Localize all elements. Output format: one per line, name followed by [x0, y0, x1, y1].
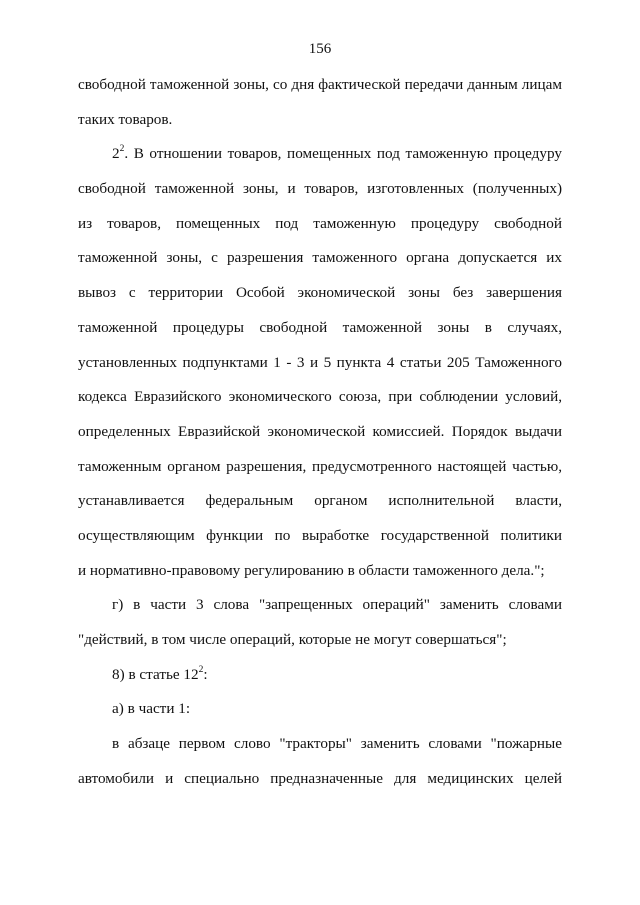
text-line	[78, 666, 562, 701]
text-line-content: вывоз с территории Особой экономической зоны без завершения	[78, 284, 562, 302]
page-number: 156	[308, 41, 332, 57]
text-line-content: таможенным органом разрешения, предусмотренного настоящей частью,	[78, 457, 562, 475]
text-line-content: определенных Евразийской экономической комиссией. Порядок выдачи	[78, 422, 562, 440]
text-line	[78, 145, 562, 180]
text-line	[78, 111, 562, 146]
text-line	[78, 562, 562, 597]
text-line	[78, 423, 562, 458]
text-line-prefix: 8) в статье 12	[112, 665, 199, 683]
text-line	[78, 76, 562, 111]
text-line-content: таких товаров.	[78, 110, 173, 128]
text-line	[78, 180, 562, 215]
text-line-content: :	[203, 665, 208, 683]
text-line	[78, 354, 562, 389]
text-line-content: установленных подпунктами 1 - 3 и 5 пункта 4 статьи 205 Таможенного	[78, 353, 562, 371]
text-line-content: "действий, в том числе операций, которые не могут совершаться";	[78, 631, 507, 648]
text-line	[78, 631, 562, 666]
text-line-content: свободной таможенной зоны, со дня фактической передачи данным лицам	[78, 76, 562, 93]
text-line	[78, 770, 562, 805]
text-line	[78, 458, 562, 493]
text-line	[78, 700, 562, 735]
text-line-content: таможенной зоны, с разрешения таможенного органа допускается их	[78, 249, 562, 267]
text-line-content: . В отношении товаров, помещенных под таможенную процедуру	[124, 145, 562, 163]
text-line-content: г) в части 3 слова "запрещенных операций" заменить словами	[112, 596, 562, 614]
text-line	[78, 735, 562, 770]
text-line-content: из товаров, помещенных под таможенную процедуру свободной	[78, 214, 562, 232]
text-line-content: таможенной процедуры свободной таможенной зоны в случаях,	[78, 318, 562, 336]
text-line-content: устанавливается федеральным органом исполнительной власти,	[78, 492, 562, 510]
text-line-content: и нормативно-правовому регулированию в области таможенного дела.";	[78, 561, 545, 579]
text-line	[78, 492, 562, 527]
text-line	[78, 596, 562, 631]
text-line-content: осуществляющим функции по выработке государственной политики	[78, 526, 562, 544]
text-line-content: кодекса Евразийского экономического союза, при соблюдении условий,	[78, 388, 562, 406]
text-line-content: свободной таможенной зоны, и товаров, изготовленных (полученных)	[78, 180, 562, 198]
superscript: 2	[119, 144, 125, 155]
text-line	[78, 319, 562, 354]
text-line	[78, 527, 562, 562]
document-body	[78, 76, 562, 804]
text-line-content: в абзаце первом слово "тракторы" заменить словами "пожарные	[112, 735, 562, 753]
text-line	[78, 388, 562, 423]
text-line	[78, 215, 562, 250]
text-line-content: а) в части 1:	[112, 700, 191, 718]
text-line	[78, 249, 562, 284]
superscript: 2	[198, 664, 204, 675]
text-line	[78, 284, 562, 319]
text-line-content: автомобили и специально предназначенные для медицинских целей	[78, 769, 562, 787]
text-line-prefix: 2	[112, 145, 120, 163]
